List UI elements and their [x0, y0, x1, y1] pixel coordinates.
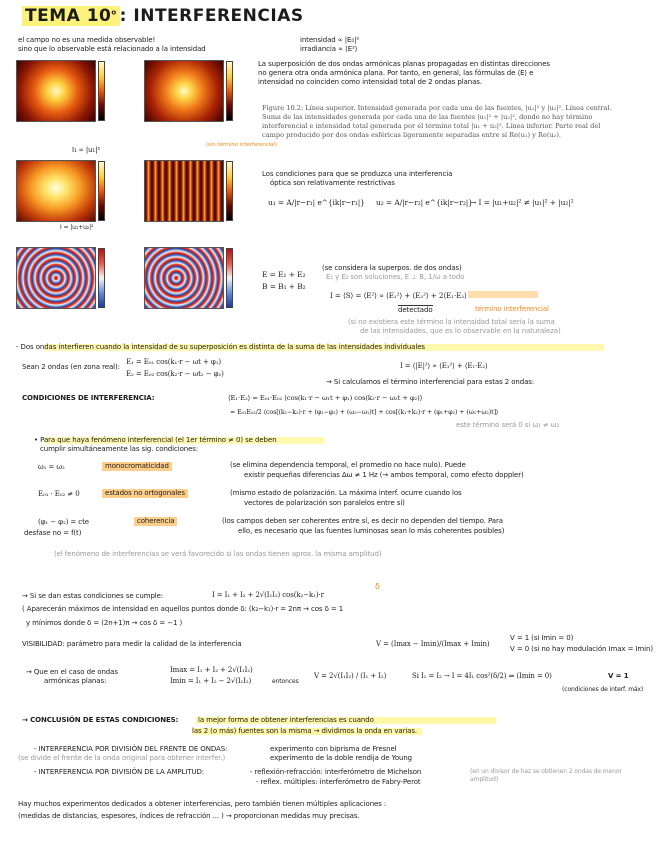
michelson: - reflexión-refracción: interferómetro de Michelson — [250, 768, 422, 776]
figure-label-row2: I = |u₁+u₂|² — [60, 224, 94, 231]
division-wavefront-note: (se divide el frente de la onda original para obtener interfer.) — [18, 754, 226, 762]
cond3-eq: (φ₁ − φ₂) = cte — [38, 518, 89, 526]
superpos-note-1: (se considera la superpos. de dos ondas) — [322, 264, 462, 272]
cond3-desc-1: (los campos deben ser coherentes entre sí, es decir no dependen del tiempo. Para — [222, 517, 503, 525]
imax-eq: Imax = I₁ + I₂ + 2√(I₁I₂) — [170, 666, 253, 674]
conditions-bullet-2: óptica son relativamente restrictivas — [270, 179, 395, 187]
cond1-eq: ω₁ = ω₂ — [38, 463, 65, 471]
interference-term-label: término interferencial — [475, 305, 549, 313]
delta-marker: δ — [375, 582, 380, 591]
colorbar — [226, 61, 233, 121]
cond3-note-text: desfase no = f(t) — [24, 529, 82, 537]
harmonic-intro: → Que en el caso de ondas — [26, 668, 118, 676]
young-double-slit: experimento de la doble rendija de Young — [270, 754, 413, 762]
cond2-tag: estados no ortogonales — [102, 489, 188, 498]
footer-line-2: (medidas de distancias, espesores, índices de refracción ... ) → proporcionan medidas muy precisas. — [18, 812, 360, 820]
intro-right-1: intensidad ∝ |E₀|² — [300, 36, 360, 44]
equation-u2: u₂ = A/|r−r₂| e^{ik|r−r₂|} — [376, 198, 473, 207]
visibility-eq: V = (Imax − Imin)/(Imax + Imin) — [376, 640, 490, 648]
visibility-0: V = 0 (si no hay modulación Imax = Imin) — [510, 645, 653, 653]
division-amplitude: - INTERFERENCIA POR DIVISIÓN DE LA AMPLITUD: — [34, 768, 205, 776]
phenomenon-gray-note: (el fenómeno de interferencias se verá favorecido si las ondas tienen aprox. la misma amplitud) — [54, 550, 382, 558]
cross-term-gray-note: este término será 0 si ω₁ ≠ ω₂ — [456, 421, 560, 429]
intensity-relation: I = ⟨|E|²⟩ ∝ ⟨E₁²⟩ + ⟨E₁·E₂⟩ — [400, 362, 488, 370]
colorbar — [226, 248, 233, 308]
cross-term-eq-1: ⟨E₁·E₂⟩ = E₀₁·E₀₂ ⟨cos(k₁·r − ω₁t + φ₁) cos(k₂·r − ω₂t + φ₂)⟩ — [228, 394, 423, 402]
equation-intensity: → I = |u₁+u₂|² ≠ |u₁|² + |u₂|² — [470, 198, 574, 207]
superpos-line-2: no genera otra onda armónica plana. Por tanto, en general, las fórmulas de ⟨E⟩ e — [258, 69, 534, 77]
real-field-source1-image — [16, 247, 96, 309]
result-1: → Si se dan estas condiciones se cumple: — [22, 592, 164, 600]
visibility-def: VISIBILIDAD: parámetro para medir la calidad de la interferencia — [22, 640, 242, 648]
conclusion-heading: → CONCLUSIÓN DE ESTAS CONDICIONES: — [22, 716, 179, 724]
intensity-equation-text: I = ⟨S⟩ = ⟨E²⟩ ∝ ⟨E₁²⟩ + ⟨E₂²⟩ + 2⟨E₁·E₂⟩ — [330, 291, 467, 300]
title-sup: o — [111, 8, 117, 17]
intensity-source1-image — [16, 60, 96, 122]
gray-note-1: (si no existiera este término la intensidad total sería la suma — [348, 318, 555, 326]
imin-eq: Imin = I₁ + I₂ − 2√(I₁I₂) — [170, 677, 252, 685]
amplitude-division-note: (en un divisor de haz se obtienen 2 ondas de menor amplitud) — [470, 768, 622, 783]
superpos-note-2: E₁ y E₂ son soluciones, E ⊥ B, 1/ω a todo — [326, 273, 465, 281]
conclusion-line-1: la mejor forma de obtener interferencias es cuando — [198, 716, 374, 724]
gray-note-2: de las intensidades, que es lo observable en la naturaleza) — [360, 327, 561, 335]
intensity-equation — [330, 291, 467, 300]
cond3-tag: coherencia — [134, 517, 177, 526]
intro-right-2: irradiancia ∝ ⟨E²⟩ — [300, 45, 358, 53]
title-highlight — [22, 6, 120, 26]
intensity-sum-image — [16, 160, 96, 222]
cond1-desc-1: (se elimina dependencia temporal, el promedio no hace nulo). Puede — [230, 461, 466, 469]
cond2-eq: E₀₁ · E₀₂ ≠ 0 — [38, 490, 80, 498]
phenomenon-heading-2: cumplir simultáneamente las sig. condiciones: — [40, 445, 199, 453]
then-label: entonces — [272, 678, 299, 685]
result-3: y mínimos donde δ = (2n+1)π → cos δ = −1 ) — [26, 619, 183, 627]
equation-u1: u₁ = A/|r−r₁| e^{ik|r−r₁|} — [268, 198, 365, 207]
superpos-line-1: La superposición de dos ondas armónicas planas propagadas en distintas direcciones — [258, 60, 550, 68]
conclusion-line-2: las 2 (o más) fuentes son la misma → dividimos la onda en varias. — [192, 727, 418, 735]
cond1-tag: monocromaticidad — [102, 462, 172, 471]
cond3-desc-2: ello, es necesario que las fuentes luminosas sean lo más coherentes posibles) — [238, 527, 505, 535]
cond2-desc-2: vectores de polarización son paralelos entre sí) — [244, 499, 405, 507]
cond1-desc-2: existir pequeñas diferencias Δω ≠ 1 Hz (→ ambos temporal, como efecto doppler) — [244, 471, 524, 479]
conditions-bullet: Los condiciones para que se produzca una interferencia — [262, 170, 453, 178]
page-title — [22, 6, 304, 26]
two-waves-heading: - Dos ondas interfieren cuando la intensidad de su superposición es distinta de la suma de las intensidades individuales — [16, 343, 425, 351]
v-equals-1: V = 1 — [608, 672, 629, 680]
real-field-source2-image — [144, 247, 224, 309]
fresnel-biprism: experimento con biprisma de Fresnel — [270, 745, 397, 753]
phenomenon-heading: • Para que haya fenómeno interferencial (el 1er término ≠ 0) se deben — [34, 436, 277, 444]
result-2: ( Aparecerán máximos de intensidad en aquellos puntos donde δ: (k₂−k₁)·r = 2nπ → cos δ = 1 — [22, 605, 344, 613]
figure-note-orange: (sin término interferencial) — [206, 142, 277, 148]
colorbar — [98, 248, 105, 308]
figure-label-row1: I₁ ∝ |u₁|² — [72, 146, 101, 154]
cond2-desc-1: (mismo estado de polarización. La máxima interf. ocurre cuando los — [230, 489, 462, 497]
calc-term-note: → Si calculamos el término interferencial para estas 2 ondas: — [326, 378, 535, 386]
equal-intensity-case: Si I₁ = I₂ → I = 4I₁ cos²(δ/2) ⇒ (Imin = 0) — [412, 672, 552, 680]
two-waves-intro: Sean 2 ondas (en zona real): — [22, 363, 120, 371]
sum-E: E = E₁ + E₂ — [262, 270, 306, 279]
colorbar — [98, 61, 105, 121]
intro-line-2: sino que lo observable está relacionado a la intensidad — [18, 45, 206, 53]
cross-term-eq-2: = E₀₁E₀₂/2 ⟨cos[(k₁−k₂)·r + (φ₁−φ₂) + (ω₂−ω₁)t] + cos[(k₁+k₂)·r + (φ₁+φ₂) + (ω₁+ω₂)t]⟩ — [230, 409, 499, 416]
result-1-eq: I = I₁ + I₂ + 2√(I₁I₂) cos(k₂−k₁)·r — [212, 591, 324, 599]
footer-line-1: Hay muchos experimentos dedicados a obtener interferencias, pero también tienen múltiples aplicaciones : — [18, 800, 387, 808]
v-harmonic-eq: V = 2√(I₁I₂) / (I₁ + I₂) — [314, 672, 387, 680]
colorbar — [226, 161, 233, 221]
intensity-source2-image — [144, 60, 224, 122]
intro-line-1: el campo no es una medida observable! — [18, 36, 156, 44]
division-wavefront: - INTERFERENCIA POR DIVISIÓN DEL FRENTE DE ONDAS: — [34, 745, 228, 753]
title-subtitle: : INTERFERENCIAS — [119, 6, 304, 26]
detected-label: detectado — [398, 306, 433, 314]
fabry-perot: - reflex. múltiples: interferómetro de Fabry-Perot — [256, 778, 421, 786]
colorbar — [98, 161, 105, 221]
interference-conditions-heading: CONDICIONES DE INTERFERENCIA: — [22, 394, 155, 402]
title-text: TEMA 10 — [25, 6, 112, 26]
visibility-1: V = 1 (si Imin = 0) — [510, 634, 574, 642]
wave-2: E₂ = E₀₂ cos(k₂·r − ωt₂ − φ₂) — [126, 370, 224, 378]
figure-caption: Figure 10.2: Línea superior. Intensidad generada por cada una de las fuentes, |u₁|² y |u₂|². Línea central. Suma de las intensidades generada por cada una de las fuentes |u₁|² + |u₂|², donde no hay término interferencial e intensidad total generada por el término total |u₁ + u₂|². Línea inferior. Parte real del campo producido por dos ondas esféricas ligeramente separadas entre sí Re(u₁) y Re(u₂). — [262, 104, 612, 139]
max-interference-note: (condiciones de interf. máx) — [562, 686, 644, 693]
harmonic-intro-2: armónicas planas: — [44, 677, 107, 685]
wave-1: E₁ = E₀₁ cos(k₁·r − ωt + φ₁) — [126, 358, 222, 366]
superpos-line-3: intensidad no coinciden como intensidad total de 2 ondas planas. — [258, 78, 482, 86]
sum-B: B = B₁ + B₂ — [262, 282, 306, 291]
interference-term-highlight — [468, 291, 538, 298]
cond3-note — [24, 529, 81, 538]
intensity-interference-image — [144, 160, 224, 222]
